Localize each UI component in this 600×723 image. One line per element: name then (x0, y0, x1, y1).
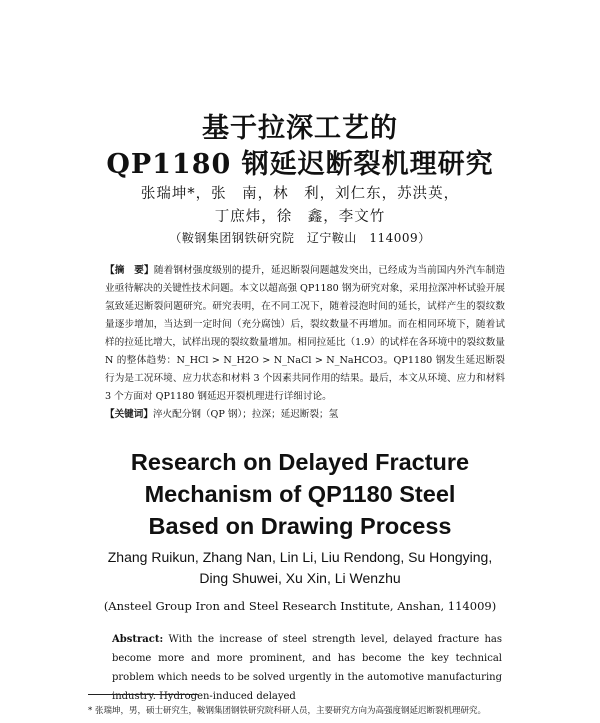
cn-abstract-text: 随着钢材强度级别的提升，延迟断裂问题越发突出，已经成为当前国内外汽车制造业亟待解决的关键性技术问题。本文以超高强 QP1180 钢为研究对象，采用拉深冲杯试验开展氢致延迟断裂问题研究。研究表明，在不同工况下，随着浸泡时间的延长，试样产生的裂纹数量逐步增加，当达到一定时间（充分腐蚀）后，裂纹数量不再增加。而在相同环境下，随着试样的拉延比增大，试样出现的裂纹数量增加。相同拉延比（1.9）的试样在各环境中的裂纹数量 N 的整体趋势：N_HCl > N_H2O > N_NaCl > N_NaHCO3。QP1180 钢发生延迟断裂行为是工况环境、应力状态和材料 3 个因素共同作用的结果。最后，本文从环境、应力和材料 3 个方面对 QP1180 钢延迟开裂机理进行详细讨论。 (105, 265, 506, 402)
cn-title-line1: 基于拉深工艺的 (202, 113, 398, 144)
cn-affiliation: （鞍钢集团钢铁研究院 辽宁鞍山 114009） (169, 231, 431, 245)
cn-authors-line1: 张瑞坤*，张 南，林 利，刘仁东，苏洪英， (140, 186, 460, 202)
en-title-line3: Based on Drawing Process (148, 513, 452, 539)
cn-keywords-label: 【关键词】 (105, 409, 153, 420)
en-abstract-text: With the increase of steel strength level, delayed fracture has become more and more prominent, and has become the key technical problem which needs to be solved urgently in the automotive manufacturing industry. Hydrogen-induced delayed (112, 634, 503, 702)
en-title-line1: Research on Delayed Fracture (130, 449, 470, 475)
cn-keywords (105, 406, 505, 424)
cn-abstract-block (105, 262, 505, 424)
cn-title-line2: QP1180 钢延迟断裂机理研究 (106, 149, 494, 180)
cn-abstract (105, 262, 505, 406)
en-abstract-label: Abstract: (112, 634, 164, 645)
author-footnote: * 张瑞坤，男，硕士研究生，鞍钢集团钢铁研究院科研人员，主要研究方向为高强度钢延迟断裂机理研究。 (88, 706, 486, 716)
cn-abstract-label: 【摘 要】 (105, 265, 154, 276)
en-title-line2: Mechanism of QP1180 Steel (144, 481, 456, 507)
en-authors-line1: Zhang Ruikun, Zhang Nan, Lin Li, Liu Rendong, Su Hongying, (107, 549, 493, 565)
cn-keywords-text: 淬火配分钢（QP 钢）；拉深；延迟断裂；氢 (152, 409, 339, 420)
cn-authors-line2: 丁庶炜，徐 鑫，李文竹 (214, 209, 386, 225)
en-authors-line2: Ding Shuwei, Xu Xin, Li Wenzhu (199, 570, 401, 586)
en-affiliation: (Ansteel Group Iron and Steel Research Institute, Anshan, 114009) (103, 599, 497, 613)
footnote-divider (88, 694, 198, 695)
